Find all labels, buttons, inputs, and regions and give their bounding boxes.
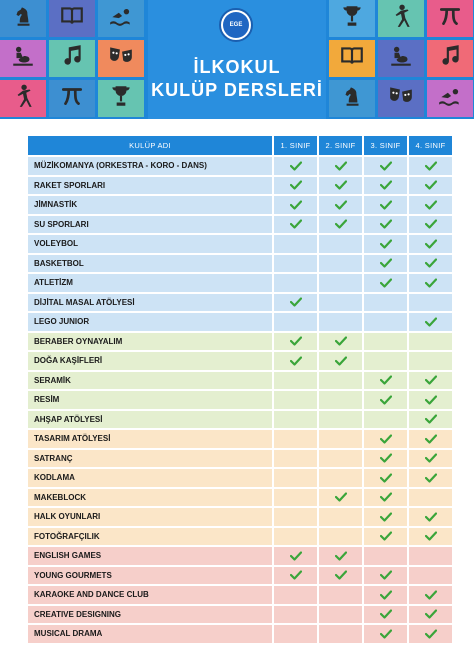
check-icon xyxy=(335,336,347,346)
grade-2-cell xyxy=(319,586,362,604)
grade-1-cell xyxy=(274,586,317,604)
music-note-tile xyxy=(427,40,473,77)
grade-3-cell xyxy=(364,157,407,175)
grade-1-cell xyxy=(274,567,317,585)
page-title-line2: KULÜP DERSLERİ xyxy=(151,80,323,100)
grade-4-cell xyxy=(409,625,452,643)
theater-masks-icon xyxy=(108,43,134,74)
check-icon xyxy=(425,278,437,288)
grade-3-cell xyxy=(364,547,407,565)
check-icon xyxy=(335,570,347,580)
grade-2-cell xyxy=(319,235,362,253)
grade-1-cell xyxy=(274,450,317,468)
club-name: JİMNASTİK xyxy=(28,196,272,214)
grade-2-cell xyxy=(319,294,362,312)
potter-icon xyxy=(388,43,414,74)
table-body xyxy=(28,157,452,643)
grade-4-cell xyxy=(409,352,452,370)
club-name: SERAMİK xyxy=(28,372,272,390)
grade-1-cell xyxy=(274,196,317,214)
table-row xyxy=(28,450,452,468)
table-row xyxy=(28,469,452,487)
grade-3-cell xyxy=(364,216,407,234)
grade-1-cell xyxy=(274,625,317,643)
dancer-icon xyxy=(388,3,414,34)
club-name: FOTOĞRAFÇILIK xyxy=(28,528,272,546)
grade-1-cell xyxy=(274,508,317,526)
grade-3-cell xyxy=(364,586,407,604)
table-row xyxy=(28,489,452,507)
dancer-tile xyxy=(378,0,424,37)
grade-1-cell xyxy=(274,333,317,351)
check-icon xyxy=(290,180,302,190)
grade-1-cell xyxy=(274,313,317,331)
table-row xyxy=(28,235,452,253)
table-row xyxy=(28,430,452,448)
grade-3-cell xyxy=(364,274,407,292)
table-row xyxy=(28,157,452,175)
grade-3-cell xyxy=(364,508,407,526)
check-icon xyxy=(380,434,392,444)
club-name: TASARIM ATÖLYESİ xyxy=(28,430,272,448)
check-icon xyxy=(425,414,437,424)
check-icon xyxy=(380,200,392,210)
grade-3-cell xyxy=(364,430,407,448)
grade-4-cell xyxy=(409,508,452,526)
club-name: BERABER OYNAYALIM xyxy=(28,333,272,351)
pi-tile xyxy=(427,0,473,37)
check-icon xyxy=(425,453,437,463)
grade-4-cell xyxy=(409,411,452,429)
check-icon xyxy=(290,161,302,171)
check-icon xyxy=(335,219,347,229)
pi-icon xyxy=(437,3,463,34)
potter-tile xyxy=(378,40,424,77)
grade-2-cell xyxy=(319,177,362,195)
potter-tile xyxy=(0,40,46,77)
grade-4-cell xyxy=(409,255,452,273)
grade-4-cell xyxy=(409,372,452,390)
table-row xyxy=(28,274,452,292)
check-icon xyxy=(380,395,392,405)
grade-2-cell xyxy=(319,508,362,526)
club-name: MÜZİKOMANYA (ORKESTRA - KORO - DANS) xyxy=(28,157,272,175)
grade-2-cell xyxy=(319,216,362,234)
grade-3-cell xyxy=(364,294,407,312)
club-name: LEGO JUNIOR xyxy=(28,313,272,331)
check-icon xyxy=(380,492,392,502)
grade-2-cell xyxy=(319,333,362,351)
check-icon xyxy=(290,297,302,307)
grade-3-cell xyxy=(364,372,407,390)
grade-4-cell xyxy=(409,274,452,292)
grade-1-cell xyxy=(274,547,317,565)
check-icon xyxy=(380,219,392,229)
column-header-club-name: KULÜP ADI xyxy=(28,136,272,155)
grade-3-cell xyxy=(364,391,407,409)
club-name: MUSICAL DRAMA xyxy=(28,625,272,643)
grade-4-cell xyxy=(409,450,452,468)
books-icon xyxy=(339,43,365,74)
grade-1-cell xyxy=(274,411,317,429)
check-icon xyxy=(425,161,437,171)
swimmer-icon xyxy=(437,83,463,114)
grade-2-cell xyxy=(319,450,362,468)
logo-emblem xyxy=(223,12,249,38)
club-name: BASKETBOL xyxy=(28,255,272,273)
theater-masks-icon xyxy=(388,83,414,114)
grade-1-cell xyxy=(274,177,317,195)
grade-3-cell xyxy=(364,255,407,273)
grade-3-cell xyxy=(364,606,407,624)
grade-4-cell xyxy=(409,177,452,195)
club-name: ATLETİZM xyxy=(28,274,272,292)
table-row xyxy=(28,625,452,643)
grade-4-cell xyxy=(409,157,452,175)
check-icon xyxy=(425,531,437,541)
grade-3-cell xyxy=(364,352,407,370)
check-icon xyxy=(425,629,437,639)
grade-2-cell xyxy=(319,255,362,273)
grade-1-cell xyxy=(274,352,317,370)
club-name: DOĞA KAŞİFLERİ xyxy=(28,352,272,370)
check-icon xyxy=(380,375,392,385)
chess-knight-tile xyxy=(329,80,375,117)
trophy-icon xyxy=(108,83,134,114)
grade-1-cell xyxy=(274,528,317,546)
club-name: KODLAMA xyxy=(28,469,272,487)
column-header-grade-4: 4. SINIF xyxy=(409,136,452,155)
check-icon xyxy=(290,336,302,346)
check-icon xyxy=(380,278,392,288)
grade-1-cell xyxy=(274,255,317,273)
grade-2-cell xyxy=(319,274,362,292)
check-icon xyxy=(380,161,392,171)
table-row xyxy=(28,508,452,526)
check-icon xyxy=(425,590,437,600)
grade-4-cell xyxy=(409,586,452,604)
table-row xyxy=(28,391,452,409)
music-note-icon xyxy=(59,43,85,74)
grade-3-cell xyxy=(364,196,407,214)
grade-2-cell xyxy=(319,352,362,370)
check-icon xyxy=(425,434,437,444)
swimmer-icon xyxy=(108,3,134,34)
club-name: SATRANÇ xyxy=(28,450,272,468)
table-row xyxy=(28,255,452,273)
check-icon xyxy=(425,395,437,405)
check-icon xyxy=(335,551,347,561)
check-icon xyxy=(290,356,302,366)
column-header-grade-2: 2. SINIF xyxy=(319,136,362,155)
grade-4-cell xyxy=(409,196,452,214)
club-name: RAKET SPORLARI xyxy=(28,177,272,195)
table-row xyxy=(28,411,452,429)
grade-2-cell xyxy=(319,528,362,546)
grade-2-cell xyxy=(319,411,362,429)
club-name: KARAOKE AND DANCE CLUB xyxy=(28,586,272,604)
grade-4-cell xyxy=(409,333,452,351)
grade-2-cell xyxy=(319,313,362,331)
grade-4-cell xyxy=(409,216,452,234)
trophy-tile xyxy=(98,80,144,117)
grade-2-cell xyxy=(319,372,362,390)
club-name: HALK OYUNLARI xyxy=(28,508,272,526)
chess-knight-icon xyxy=(10,3,36,34)
theater-masks-tile xyxy=(98,40,144,77)
grade-3-cell xyxy=(364,469,407,487)
club-table xyxy=(26,134,454,645)
swimmer-tile xyxy=(427,80,473,117)
column-header-grade-1: 1. SINIF xyxy=(274,136,317,155)
table-row xyxy=(28,313,452,331)
grade-1-cell xyxy=(274,157,317,175)
chess-knight-icon xyxy=(339,83,365,114)
club-name: MAKEBLOCK xyxy=(28,489,272,507)
table-row xyxy=(28,586,452,604)
table-row xyxy=(28,528,452,546)
books-tile xyxy=(329,40,375,77)
grade-4-cell xyxy=(409,294,452,312)
logo-text: EGE xyxy=(229,22,243,28)
page-title-line1: İLKOKUL xyxy=(193,57,281,77)
club-name: AHŞAP ATÖLYESİ xyxy=(28,411,272,429)
grade-4-cell xyxy=(409,469,452,487)
grade-1-cell xyxy=(274,274,317,292)
check-icon xyxy=(335,356,347,366)
grade-1-cell xyxy=(274,430,317,448)
table-row xyxy=(28,177,452,195)
dancer-tile xyxy=(0,80,46,117)
grade-2-cell xyxy=(319,157,362,175)
check-icon xyxy=(335,180,347,190)
grade-3-cell xyxy=(364,567,407,585)
check-icon xyxy=(425,317,437,327)
check-icon xyxy=(380,258,392,268)
check-icon xyxy=(380,473,392,483)
check-icon xyxy=(290,551,302,561)
club-name: VOLEYBOL xyxy=(28,235,272,253)
check-icon xyxy=(425,609,437,619)
check-icon xyxy=(380,590,392,600)
check-icon xyxy=(335,492,347,502)
trophy-icon xyxy=(339,3,365,34)
trophy-tile xyxy=(329,0,375,37)
club-name: CREATIVE DESIGNING xyxy=(28,606,272,624)
column-header-grade-3: 3. SINIF xyxy=(364,136,407,155)
grade-2-cell xyxy=(319,567,362,585)
grade-1-cell xyxy=(274,372,317,390)
check-icon xyxy=(425,239,437,249)
grade-1-cell xyxy=(274,216,317,234)
grade-3-cell xyxy=(364,313,407,331)
check-icon xyxy=(380,512,392,522)
potter-icon xyxy=(10,43,36,74)
check-icon xyxy=(380,180,392,190)
grade-1-cell xyxy=(274,606,317,624)
table-row xyxy=(28,216,452,234)
grade-4-cell xyxy=(409,489,452,507)
check-icon xyxy=(290,219,302,229)
check-icon xyxy=(425,200,437,210)
grade-4-cell xyxy=(409,547,452,565)
grade-2-cell xyxy=(319,430,362,448)
grade-1-cell xyxy=(274,294,317,312)
check-icon xyxy=(425,473,437,483)
grade-3-cell xyxy=(364,333,407,351)
school-logo xyxy=(219,8,253,42)
grade-4-cell xyxy=(409,430,452,448)
grade-3-cell xyxy=(364,177,407,195)
grade-4-cell xyxy=(409,567,452,585)
check-icon xyxy=(425,219,437,229)
check-icon xyxy=(425,512,437,522)
grade-2-cell xyxy=(319,606,362,624)
grade-1-cell xyxy=(274,469,317,487)
pi-icon xyxy=(59,83,85,114)
chess-knight-tile xyxy=(0,0,46,37)
books-tile xyxy=(49,0,95,37)
check-icon xyxy=(380,239,392,249)
theater-masks-tile xyxy=(378,80,424,117)
club-name: ENGLISH GAMES xyxy=(28,547,272,565)
grade-1-cell xyxy=(274,235,317,253)
grade-3-cell xyxy=(364,489,407,507)
dancer-icon xyxy=(10,83,36,114)
grade-2-cell xyxy=(319,489,362,507)
check-icon xyxy=(290,200,302,210)
check-icon xyxy=(380,570,392,580)
pi-tile xyxy=(49,80,95,117)
music-note-tile xyxy=(49,40,95,77)
check-icon xyxy=(380,629,392,639)
grade-2-cell xyxy=(319,625,362,643)
check-icon xyxy=(335,200,347,210)
check-icon xyxy=(335,161,347,171)
grade-1-cell xyxy=(274,489,317,507)
table-row xyxy=(28,294,452,312)
table-row xyxy=(28,372,452,390)
header-banner xyxy=(0,0,474,119)
grade-4-cell xyxy=(409,313,452,331)
table-row xyxy=(28,196,452,214)
grade-2-cell xyxy=(319,391,362,409)
grade-3-cell xyxy=(364,235,407,253)
grade-3-cell xyxy=(364,625,407,643)
check-icon xyxy=(290,570,302,580)
table-row xyxy=(28,567,452,585)
grade-2-cell xyxy=(319,196,362,214)
grade-2-cell xyxy=(319,469,362,487)
table-row xyxy=(28,547,452,565)
table-row xyxy=(28,333,452,351)
club-name: SU SPORLARI xyxy=(28,216,272,234)
check-icon xyxy=(425,180,437,190)
check-icon xyxy=(425,375,437,385)
swimmer-tile xyxy=(98,0,144,37)
club-name: RESİM xyxy=(28,391,272,409)
club-name: YOUNG GOURMETS xyxy=(28,567,272,585)
club-name: DİJİTAL MASAL ATÖLYESİ xyxy=(28,294,272,312)
grade-1-cell xyxy=(274,391,317,409)
grade-4-cell xyxy=(409,235,452,253)
table-row xyxy=(28,606,452,624)
table-row xyxy=(28,352,452,370)
books-icon xyxy=(59,3,85,34)
grade-3-cell xyxy=(364,450,407,468)
check-icon xyxy=(380,609,392,619)
grade-3-cell xyxy=(364,528,407,546)
check-icon xyxy=(380,531,392,541)
grade-4-cell xyxy=(409,528,452,546)
table-header-row xyxy=(28,136,452,155)
check-icon xyxy=(425,258,437,268)
check-icon xyxy=(380,453,392,463)
grade-2-cell xyxy=(319,547,362,565)
music-note-icon xyxy=(437,43,463,74)
grade-3-cell xyxy=(364,411,407,429)
grade-4-cell xyxy=(409,391,452,409)
grade-4-cell xyxy=(409,606,452,624)
